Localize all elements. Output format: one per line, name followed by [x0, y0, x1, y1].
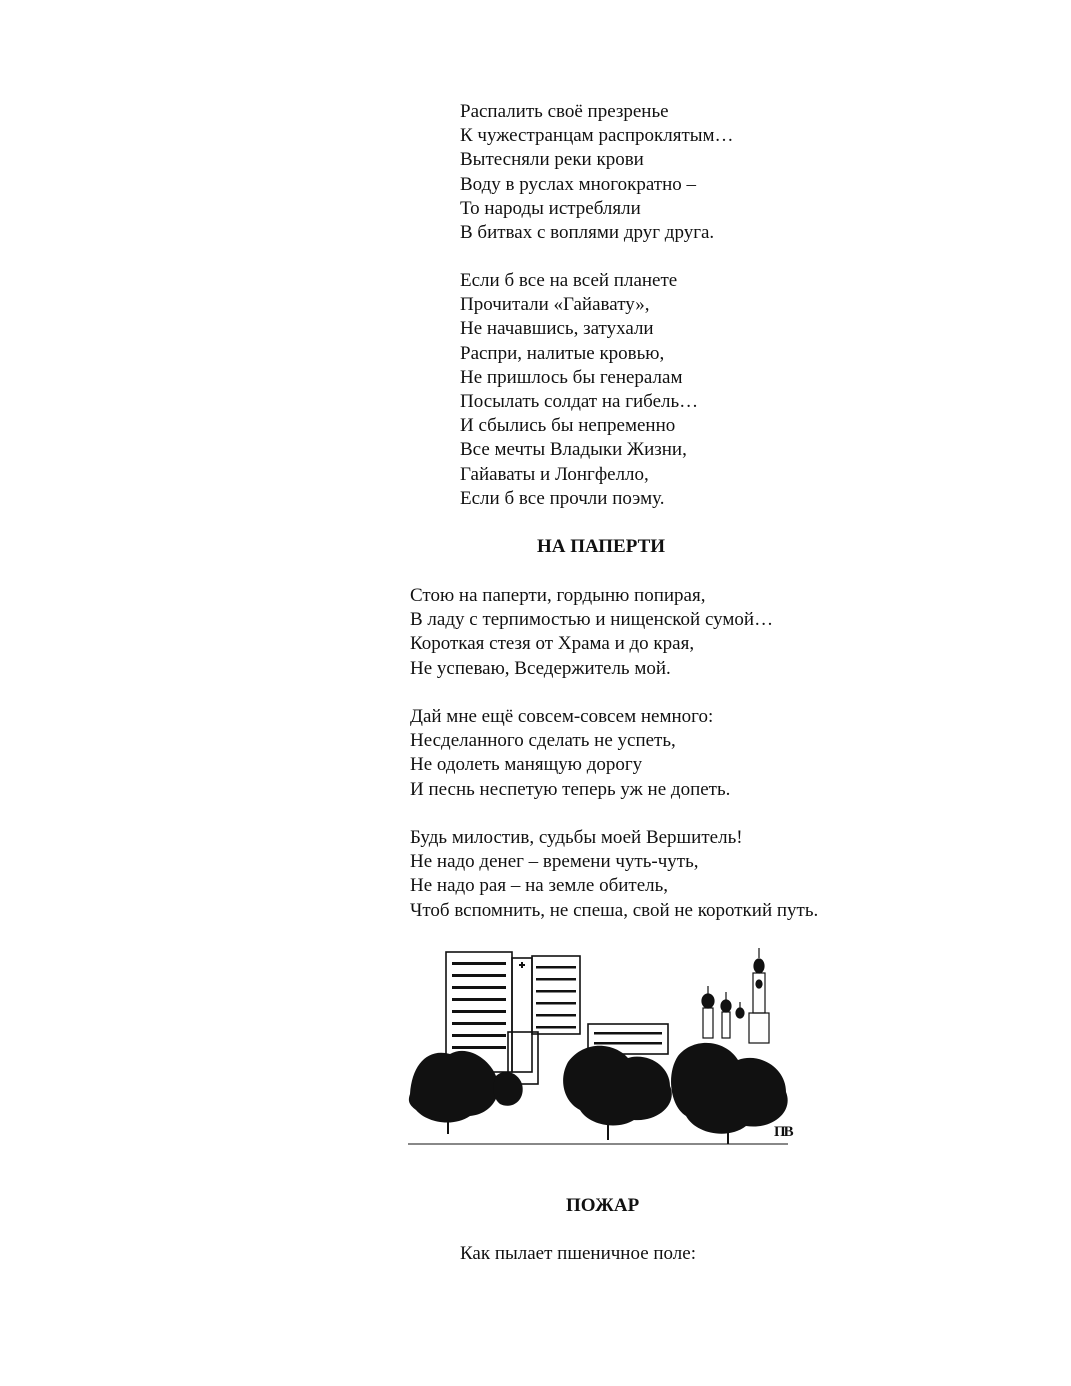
stanza-6 — [460, 1242, 696, 1266]
poem-line: Несделанного сделать не успеть, — [410, 730, 676, 752]
poem-line: В битвах с воплями друг друга. — [460, 222, 715, 244]
poem-line: Если б все прочли поэму. — [460, 487, 665, 509]
poem-line: И песнь неспетую теперь уж не допеть. — [410, 778, 731, 800]
city-church-sketch-icon — [408, 944, 800, 1150]
poem-line: Не надо денег – времени чуть-чуть, — [410, 851, 699, 873]
poem-line: Не одолеть манящую дорогу — [410, 754, 643, 776]
poem-line: Будь милостив, судьбы моей Вершитель! — [410, 827, 743, 848]
poem-line: К чужестранцам распроклятым… — [460, 125, 734, 147]
artist-signature: ПВ — [774, 1124, 792, 1140]
poem-line: Не надо рая – на земле обитель, — [410, 875, 669, 897]
stanza-4 — [410, 705, 730, 802]
poem-line: Все мечты Владыки Жизни, — [460, 439, 687, 461]
poem-title: НА ПАПЕРТИ — [537, 536, 666, 557]
poem-title: ПОЖАР — [566, 1195, 640, 1216]
poem-line: И сбылись бы непременно — [460, 415, 676, 437]
poem-line: Гайаваты и Лонгфелло, — [460, 463, 649, 485]
poem-line: Если б все на всей планете — [460, 270, 678, 291]
poem-line: Распалить своё презренье — [460, 101, 669, 122]
poem-line: Посылать солдат на гибель… — [460, 391, 699, 413]
stanza-2 — [460, 269, 698, 511]
poem-line: Воду в руслах многократно – — [460, 173, 697, 195]
stanza-3 — [410, 584, 773, 681]
poem-line: Чтоб вспомнить, не спеша, свой не короткий путь. — [410, 899, 819, 921]
stanza-5 — [410, 826, 818, 923]
poem-line: Не пришлось бы генералам — [460, 366, 683, 388]
poem-line: Как пылает пшеничное поле: — [460, 1243, 696, 1264]
poem-line: То народы истребляли — [460, 197, 641, 219]
poem-line: В ладу с терпимостью и нищенской сумой… — [410, 609, 774, 631]
poem-line: Прочитали «Гайавату», — [460, 294, 650, 316]
poem-line: Дай мне ещё совсем-совсем немного: — [410, 706, 714, 727]
stanza-1 — [460, 100, 734, 245]
poem-line: Вытесняли реки крови — [460, 149, 644, 171]
poem-line: Стою на паперти, гордыню попирая, — [410, 585, 706, 606]
poem-line: Не начавшись, затухали — [460, 318, 654, 340]
poem-line: Короткая стезя от Храма и до края, — [410, 633, 695, 655]
poem-line: Распри, налитые кровью, — [460, 342, 665, 364]
poem-line: Не успеваю, Вседержитель мой. — [410, 657, 671, 679]
